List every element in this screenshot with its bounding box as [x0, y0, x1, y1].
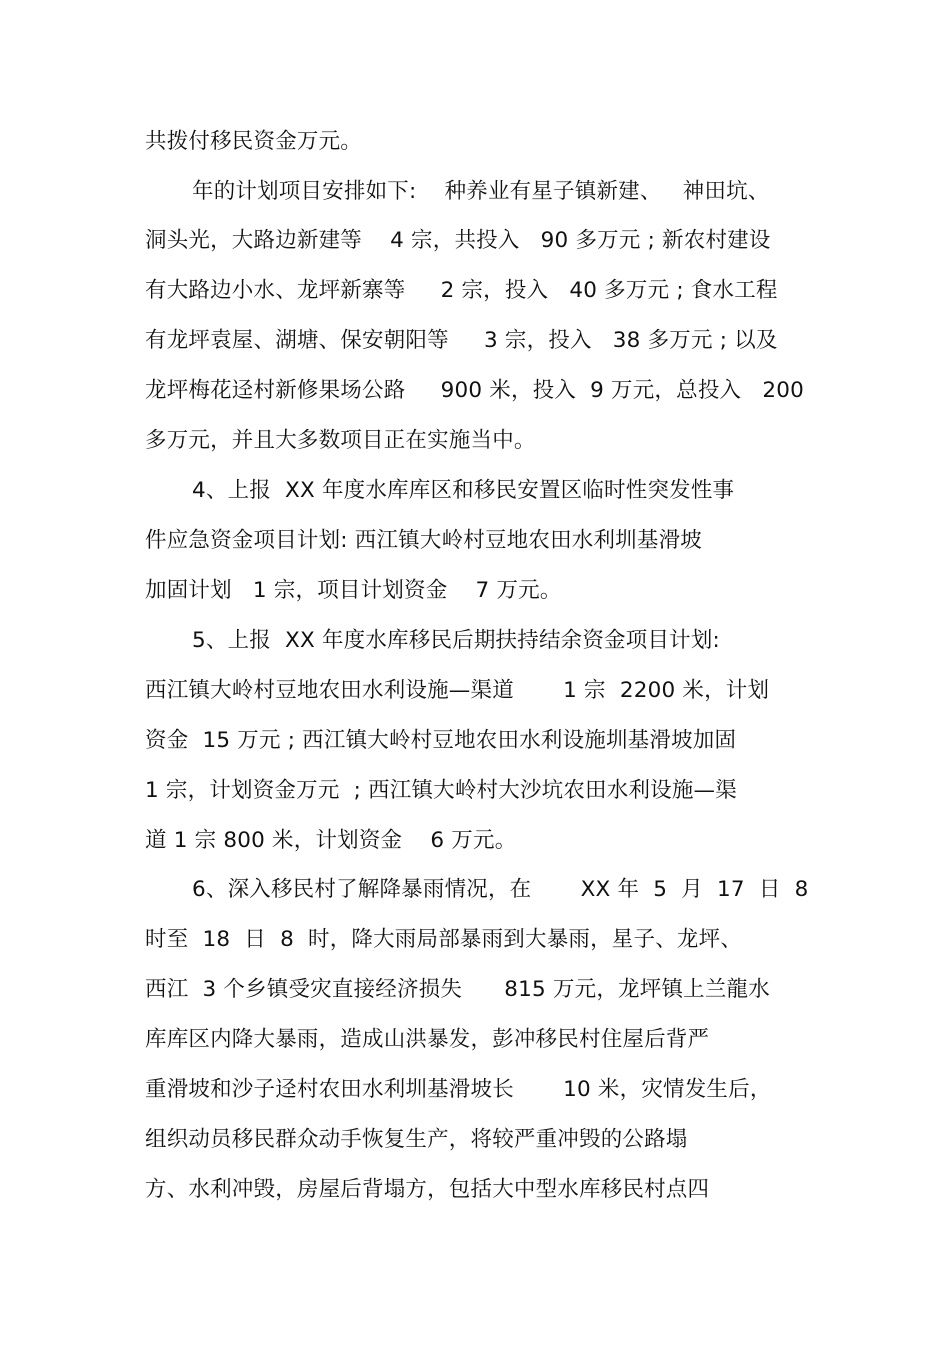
- paragraph-line: 库库区内降大暴雨，造成山洪暴发，彭冲移民村住屋后背严: [145, 1027, 710, 1052]
- paragraph-line: 有大路边小水、龙坪新寨等 2 宗，投入 40 多万元 ; 食水工程: [145, 278, 778, 303]
- paragraph-line: 组织动员移民群众动手恢复生产，将较严重冲毁的公路塌: [145, 1127, 688, 1152]
- paragraph-line: 5、上报 XX 年度水库移民后期扶持结余资金项目计划:: [192, 628, 720, 653]
- paragraph-line: 时至 18 日 8 时，降大雨局部暴雨到大暴雨，星子、龙坪、: [145, 927, 743, 952]
- paragraph-line: 方、水利冲毁，房屋后背塌方，包括大中型水库移民村点四: [145, 1177, 710, 1202]
- paragraph-line: 洞头光，大路边新建等 4 宗，共投入 90 多万元 ; 新农村建设: [145, 228, 771, 253]
- paragraph-line: 共拨付移民资金万元。: [145, 129, 363, 154]
- paragraph-line: 道 1 宗 800 米，计划资金 6 万元。: [145, 828, 517, 853]
- paragraph-line: 重滑坡和沙子迳村农田水利圳基滑坡长 10 米，灾情发生后，: [145, 1077, 772, 1102]
- paragraph-line: 资金 15 万元 ; 西江镇大岭村豆地农田水利设施圳基滑坡加固: [145, 728, 737, 753]
- paragraph-line: 年的计划项目安排如下: 种养业有星子镇新建、 神田坑、: [192, 179, 770, 204]
- paragraph-line: 多万元，并且大多数项目正在实施当中。: [145, 428, 536, 453]
- paragraph-line: 龙坪梅花迳村新修果场公路 900 米，投入 9 万元，总投入 200: [145, 378, 804, 403]
- paragraph-line: 加固计划 1 宗，项目计划资金 7 万元。: [145, 578, 562, 603]
- paragraph-line: 西江镇大岭村豆地农田水利设施—渠道 1 宗 2200 米，计划: [145, 678, 770, 703]
- paragraph-line: 件应急资金项目计划: 西江镇大岭村豆地农田水利圳基滑坡: [145, 528, 702, 553]
- paragraph-line: 4、上报 XX 年度水库库区和移民安置区临时性突发性事: [192, 478, 735, 503]
- paragraph-line: 6、深入移民村了解降暴雨情况，在 XX 年 5 月 17 日 8: [192, 877, 809, 902]
- paragraph-line: 1 宗，计划资金万元 ; 西江镇大岭村大沙坑农田水利设施—渠: [145, 778, 737, 803]
- paragraph-line: 西江 3 个乡镇受灾直接经济损失 815 万元，龙坪镇上兰龍水: [145, 977, 770, 1002]
- paragraph-line: 有龙坪袁屋、湖塘、保安朝阳等 3 宗，投入 38 多万元 ; 以及: [145, 328, 778, 353]
